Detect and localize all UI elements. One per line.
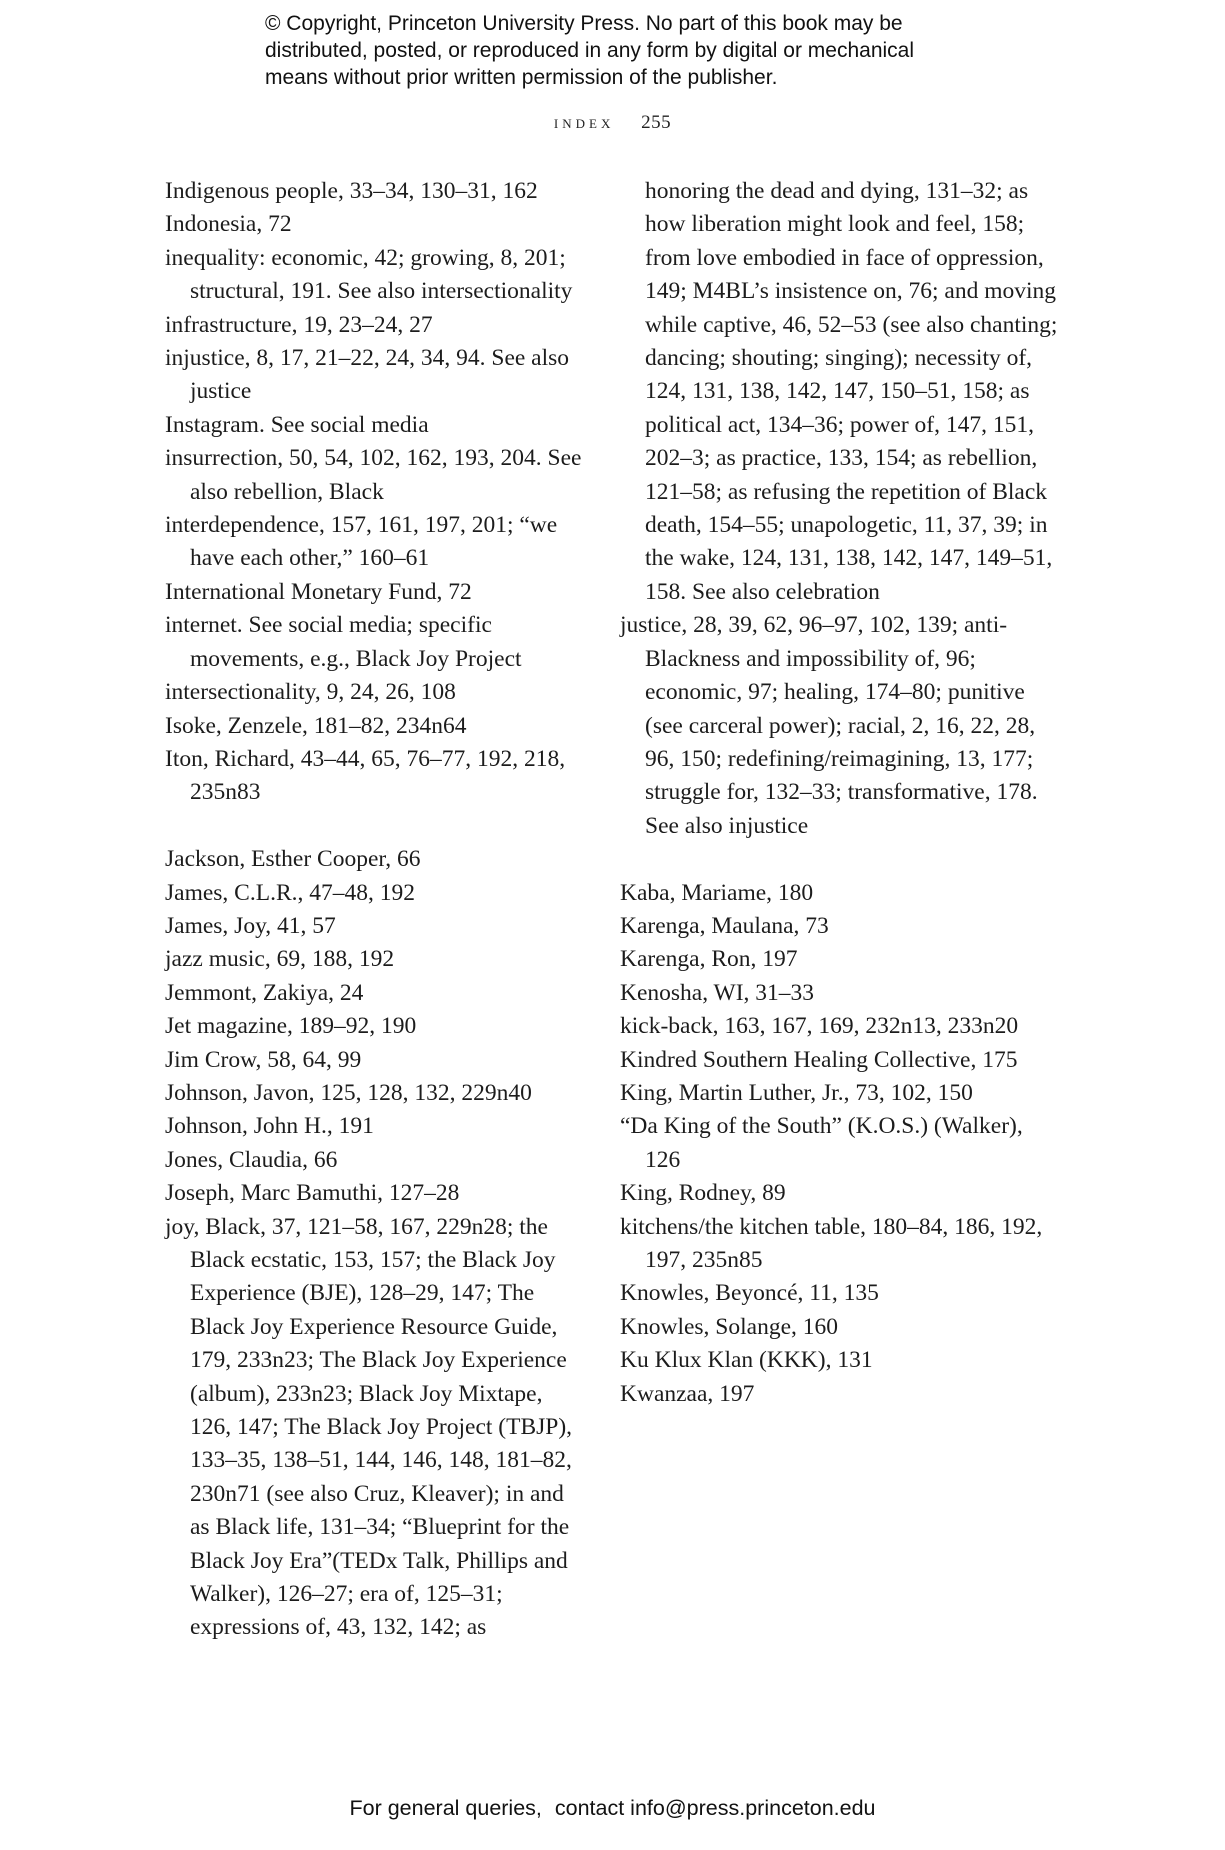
index-entry: International Monetary Fund, 72 [165,578,472,605]
copyright-line: means without prior written permission of the publisher. [265,66,778,89]
index-entry: King, Rodney, 89 [620,1180,786,1207]
index-entry: infrastructure, 19, 23–24, 27 [165,311,433,338]
index-entry: James, C.L.R., 47–48, 192 [165,879,416,906]
index-entry: Johnson, Javon, 125, 128, 132, 229n40 [165,1079,532,1106]
index-entry: Knowles, Beyoncé, 11, 135 [620,1280,879,1307]
index-entry: injustice, 8, 17, 21–22, 24, 34, 94. See also justice [165,345,570,405]
index-entry: “Da King of the South” (K.O.S.) (Walker), 126 [620,1113,1023,1173]
index-entry: Instagram. See social media [165,411,429,438]
footer-contact [0,1796,1225,1821]
index-entry: kitchens/the kitchen table, 180–84, 186, 192, 197, 235n85 [620,1213,1043,1273]
index-entry: Jones, Claudia, 66 [165,1146,338,1173]
index-entry: justice, 28, 39, 62, 96–97, 102, 139; anti-Blackness and impossibility of, 96; economic, 97; healing, 174–80; punitive (see carceral power); racial, 2, 16, 22, 28, 96, 150; redefining/reimagining, 13, 177; struggle for, 132–33; transformative, 178. See also injustice [620,612,1038,839]
section-gap [165,810,585,843]
index-entry: interdependence, 157, 161, 197, 201; “we have each other,” 160–61 [165,512,558,572]
index-entry: intersectionality, 9, 24, 26, 108 [165,679,456,706]
running-head [0,112,1225,134]
footer-email[interactable]: contact info@press.princeton.edu [554,1796,876,1820]
running-head-label: index [553,112,615,133]
index-entry: Kenosha, WI, 31–33 [620,979,815,1006]
index-entry: Jet magazine, 189–92, 190 [165,1013,417,1040]
index-entry: Johnson, John H., 191 [165,1113,374,1140]
index-entry: Kindred Southern Healing Collective, 175 [620,1046,1018,1073]
index-entry: Kwanzaa, 197 [620,1380,755,1407]
index-entry: insurrection, 50, 54, 102, 162, 193, 204. See also rebellion, Black [165,445,582,505]
index-entry: Joseph, Marc Bamuthi, 127–28 [165,1180,460,1207]
index-entry: Jim Crow, 58, 64, 99 [165,1046,362,1073]
index-column-left [165,175,585,1645]
index-column-right [620,175,1060,1444]
index-entry: internet. See social media; specific movements, e.g., Black Joy Project [165,612,522,672]
index-entry: Jemmont, Zakiya, 24 [165,979,364,1006]
index-entry: Indonesia, 72 [165,211,292,238]
index-entry: kick-back, 163, 167, 169, 232n13, 233n20 [620,1013,1019,1040]
section-gap [620,1411,1060,1444]
index-entry-continued: honoring the dead and dying, 131–32; as how liberation might look and feel, 158; from love embodied in face of oppression, 149; M4BL’s insistence on, 76; and moving while captive, 46, 52–53 (see also chanting; dancing; shouting; singing); necessity of, 124, 131, 138, 142, 147, 150–51, 158; as political act, 134–36; power of, 147, 151, 202–3; as practice, 133, 154; as rebellion, 121–58; as refusing the repetition of Black death, 154–55; unapologetic, 11, 37, 39; in the wake, 124, 131, 138, 142, 147, 149–51, 158. See also celebration [645,178,1058,605]
index-entry: Isoke, Zenzele, 181–82, 234n64 [165,712,467,739]
index-entry: James, Joy, 41, 57 [165,912,336,939]
copyright-line: © Copyright, Princeton University Press. No part of this book may be [265,12,903,35]
index-entry: jazz music, 69, 188, 192 [165,946,395,973]
footer-text: For general queries, [349,1796,542,1820]
index-entry: Karenga, Ron, 197 [620,946,798,973]
index-entry: joy, Black, 37, 121–58, 167, 229n28; the Black ecstatic, 153, 157; the Black Joy Experience (BJE), 128–29, 147; The Black Joy Experience Resource Guide, 179, 233n23; The Black Joy Experience (album), 233n23; Black Joy Mixtape, 126, 147; The Black Joy Project (TBJP), 133–35, 138–51, 144, 146, 148, 181–82, 230n71 (see also Cruz, Kleaver); in and as Black life, 131–34; “Blueprint for the Black Joy Era”(TEDx Talk, Phillips and Walker), 126–27; era of, 125–31; expressions of, 43, 132, 142; as [165,1213,573,1641]
index-entry: inequality: economic, 42; growing, 8, 201; structural, 191. See also intersectionality [165,244,573,305]
index-entry: Knowles, Solange, 160 [620,1313,839,1340]
index-entry: Kaba, Mariame, 180 [620,879,814,906]
index-entry: Karenga, Maulana, 73 [620,912,829,939]
copyright-line: distributed, posted, or reproduced in any form by digital or mechanical [265,39,915,62]
copyright-notice [265,10,1025,91]
section-gap [620,843,1060,876]
index-entry: Indigenous people, 33–34, 130–31, 162 [165,178,538,204]
index-entry: Ku Klux Klan (KKK), 131 [620,1347,873,1374]
index-entry: Jackson, Esther Cooper, 66 [165,846,421,873]
index-entry: King, Martin Luther, Jr., 73, 102, 150 [620,1079,973,1106]
index-entry: Iton, Richard, 43–44, 65, 76–77, 192, 218, 235n83 [165,745,566,806]
page-number: 255 [641,112,672,133]
